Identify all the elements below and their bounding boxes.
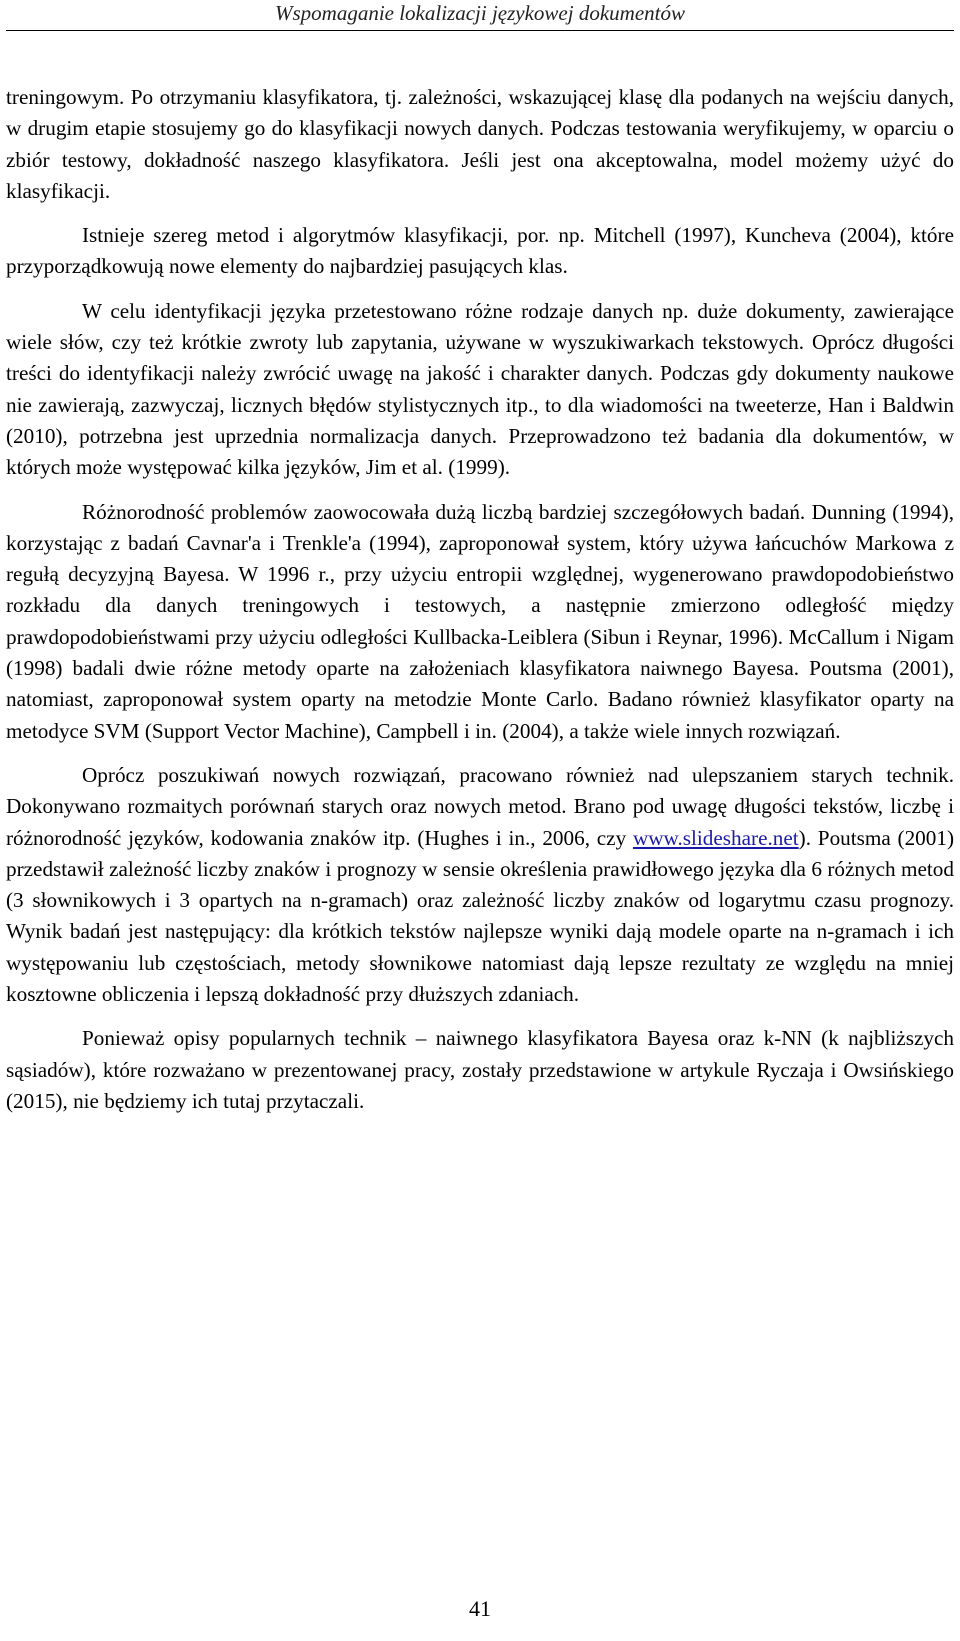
page-number: 41 [469,1596,491,1621]
running-header: Wspomaganie lokalizacji językowej dokumentów [274,1,685,25]
paragraph-4: Różnorodność problemów zaowocowała dużą liczbą bardziej szczegółowych badań. Dunning (1994), korzystając z badań Cavnar'a i Trenkle'a (1994), zaproponował system, który używa łańcuchów Markowa z regułą decyzyjną Bayesa. W 1996 r., przy użyciu entropii względnej, wygenerowano prawdopodobieństwo rozkładu dla danych treningowych i testowych, a następnie zmierzono odległość między prawdopodobieństwami przy użyciu odległości Kullbacka-Leiblera (Sibun i Reynar, 1996). McCallum i Nigam (1998) badali dwie różne metody oparte na założeniach klasyfikatora naiwnego Bayesa. Poutsma (2001), natomiast, zaproponował system oparty na metodzie Monte Carlo. Badano również klasyfikator oparty na metodyce SVM (Support Vector Machine), Campbell i in. (2004), a także wiele innych rozwiązań. [6,499,954,743]
paragraph-1: treningowym. Po otrzymaniu klasyfikatora, tj. zależności, wskazującej klasę dla podanych na wejściu danych, w drugim etapie stosujemy go do klasyfikacji nowych danych. Podczas testowania weryfikujemy, w oparciu o zbiór testowy, dokładność naszego klasyfikatora. Jeśli jest ona akceptowalna, model możemy użyć do klasyfikacji. [6,85,954,203]
paragraph-5-text-a: Oprócz poszukiwań nowych rozwiązań, pracowano również nad ulepszaniem starych technik. Dokonywano rozmaitych porównań starych oraz nowych metod. Brano pod uwagę długości tekstów, liczbę i różnorodność języków, kodowania znaków itp. (Hughes i in., 2006, czy [6,762,954,850]
paragraph-6: Ponieważ opisy popularnych technik – naiwnego klasyfikatora Bayesa oraz k-NN (k najbliższych sąsiadów), które rozważano w prezentowanej pracy, zostały przedstawione w artykule Ryczaja i Owsińskiego (2015), nie będziemy ich tutaj przytaczali. [6,1026,954,1113]
body-text [6,82,954,1130]
header-rule [6,30,954,31]
slideshare-link[interactable]: www.slideshare.net [632,825,799,850]
paragraph-5 [6,760,954,1010]
paragraph-3: W celu identyfikacji języka przetestowano różne rodzaje danych np. duże dokumenty, zawierające wiele słów, czy też krótkie zwroty lub zapytania, używane w wyszukiwarkach tekstowych. Oprócz długości treści do identyfikacji należy zwrócić uwagę na jakość i charakter danych. Podczas gdy dokumenty naukowe nie zawierają, zazwyczaj, licznych błędów stylistycznych itp., to dla wiadomości na tweeterze, Han i Baldwin (2010), potrzebna jest uprzednia normalizacja danych. Przeprowadzono też badania dla dokumentów, w których może występować kilka języków, Jim et al. (1999). [6,298,954,480]
paragraph-2: Istnieje szereg metod i algorytmów klasyfikacji, por. np. Mitchell (1997), Kuncheva (2004), które przyporządkowują nowe elementy do najbardziej pasujących klas. [6,223,954,279]
paragraph-5-text-b: ). Poutsma (2001) przedstawił zależność liczby znaków i prognozy w sensie określenia prawidłowego języka dla 6 różnych metod (3 słownikowych i 3 opartych na n-gramach) oraz zależność liczby znaków od logarytmu czasu prognozy. Wynik badań jest następujący: dla krótkich tekstów najlepsze wyniki dają modele oparte na n-gramach i ich występowaniu lub częstościach, metody słownikowe natomiast dają lepsze rezultaty ze względu na mniej kosztowne obliczenia i lepszą dokładność przy dłuższych zdaniach. [6,825,955,1007]
